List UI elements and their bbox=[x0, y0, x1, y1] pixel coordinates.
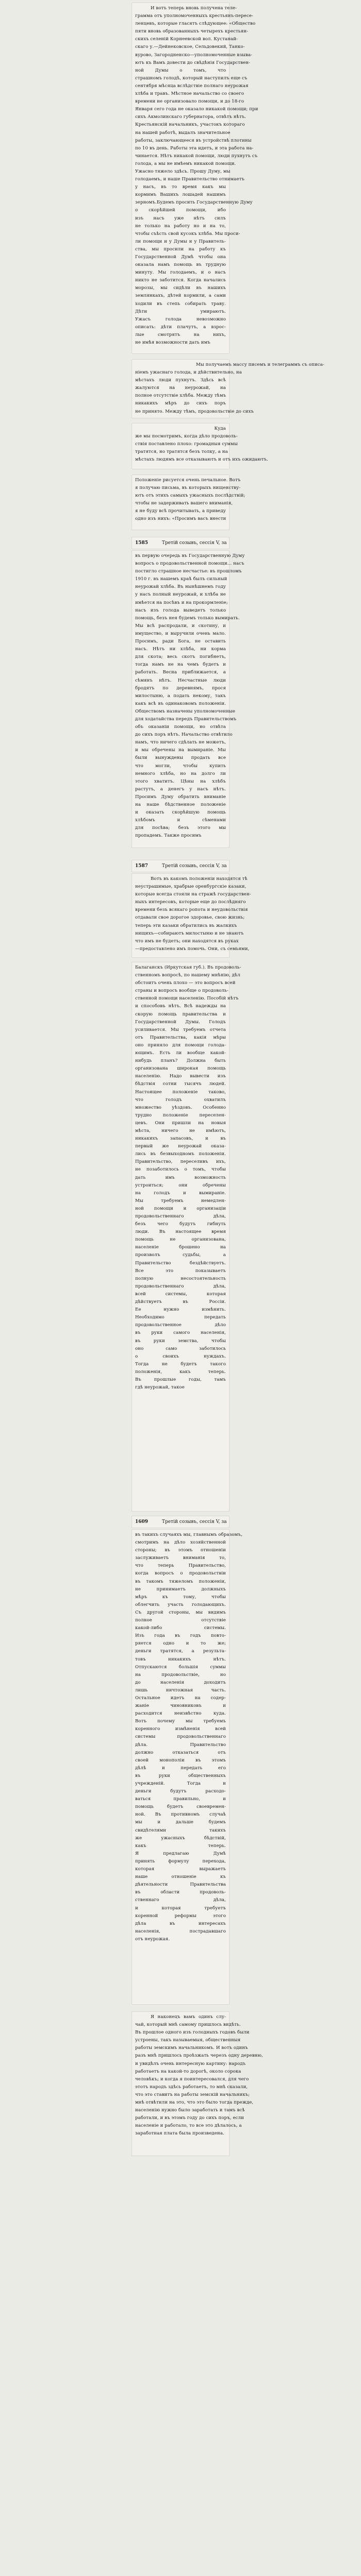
text-line: никакихъ мѣръ до сихъ поръ bbox=[135, 401, 226, 406]
text-line: своей монополіи въ этомъ bbox=[135, 1757, 226, 1763]
text-line: лишь ничтожная часть. bbox=[135, 1687, 226, 1693]
text-line: въ руки общественныхъ bbox=[135, 1773, 226, 1778]
text-line: ной помощи и организаціи bbox=[135, 1206, 226, 1211]
text-line: о своихъ нуждахъ. bbox=[135, 1353, 226, 1359]
text-line: положенія, какъ теперь. bbox=[135, 1369, 226, 1375]
text-line: должно отказаться отъ bbox=[135, 1750, 226, 1755]
text-line: отъ неурожая. bbox=[135, 1936, 170, 1942]
page-number: 1587 bbox=[135, 863, 149, 869]
text-line: Балаганскъ (Иркутская губ.). Въ продоволь- bbox=[135, 965, 241, 970]
text-line: растутъ, а денегъ у насъ нѣтъ. bbox=[135, 786, 226, 792]
text-line: дѣла въ интересахъ bbox=[135, 1921, 226, 1926]
text-line: которая выражаетъ bbox=[135, 1867, 226, 1872]
text-line: ли помощи и у Думы и у Правитель- bbox=[135, 239, 226, 244]
running-title: Третій созывъ, сессія V, за bbox=[162, 1519, 227, 1524]
text-line: ной. Въ противномъ случаѣ bbox=[135, 1812, 226, 1818]
text-line: наше отношеніе къ bbox=[135, 1874, 226, 1880]
text-line: деньги будутъ расходо- bbox=[135, 1789, 226, 1794]
text-line: —предоставлено имъ помочь. Они, съ семьями, bbox=[135, 946, 250, 952]
text-line: помощь не организована, bbox=[135, 1237, 226, 1243]
page-number: 1585 bbox=[135, 540, 149, 546]
text-line: нищихъ—собираютъ милостыню и не знаютъ bbox=[135, 930, 244, 936]
text-line: которые всегда стояли на стражѣ государствен- bbox=[135, 892, 251, 897]
text-line: Государственной Думы. Голодъ bbox=[135, 1019, 226, 1025]
text-line: и мы обречены на вымираніе. Мы bbox=[135, 748, 226, 753]
text-line: Мы получаемъ массу писемъ и телеграммъ съ описа- bbox=[196, 362, 324, 367]
text-line: что имъ не будетъ; они находятся въ руках bbox=[135, 938, 239, 944]
text-line: Съ другой стороны, мы видимъ bbox=[135, 1609, 226, 1615]
text-line: страшномъ голодѣ, который наступилъ еще съ bbox=[135, 75, 248, 81]
text-line: чай, который мнѣ самому пришлось видѣть. bbox=[135, 2022, 241, 2028]
text-line: ственномъ вопросѣ, по нашему мнѣнію, дѣл bbox=[135, 973, 240, 978]
text-line: Въ прошлое одного изъ голодныхъ годовъ были bbox=[135, 2030, 250, 2036]
text-line: мнѣ отвѣтили на это, что это было тогда прежде, bbox=[135, 2100, 254, 2106]
text-line: ходили въ степь собирать траву. bbox=[135, 301, 226, 307]
text-line: Вотъ почему мы требуемъ bbox=[135, 1719, 226, 1724]
text-line: у насъ полный неурожай, и хлѣба не bbox=[135, 592, 226, 598]
text-line: Правительство бездѣйствуетъ. bbox=[135, 1260, 226, 1266]
text-line: ніемъ ужаснаго голода, и дѣйствительно, на bbox=[135, 370, 242, 376]
text-line: Мы требуемъ немедлен- bbox=[135, 1198, 226, 1204]
text-line: пяти вновь образованныхъ четырехъ крестьян- bbox=[135, 29, 249, 35]
text-line: Просимъ Думу обратить вниманіе bbox=[135, 794, 226, 800]
page-number: 1609 bbox=[135, 1519, 149, 1524]
text-line: вопросъ о продовольственной помощи... насъ bbox=[135, 561, 244, 567]
text-line: насъ изъ голода выведетъ только bbox=[135, 607, 226, 613]
text-line: скорую помощь правительства и bbox=[135, 1011, 226, 1017]
text-line: работаетъ на какой-то дорогѣ, около сорока bbox=[135, 2069, 241, 2074]
text-line: жалуются на неурожай, на bbox=[135, 385, 226, 391]
text-line: Просимъ, ради Бога, не оставить bbox=[135, 639, 226, 645]
text-line: я не буду всѣ прочитывать, а приведу bbox=[135, 509, 226, 514]
text-line: же ужасныхъ бѣдствій, bbox=[135, 1835, 226, 1841]
text-line: полное отсутствіе bbox=[135, 1618, 226, 1623]
text-line: продовольственное дѣло bbox=[135, 1323, 226, 1328]
text-line: Въ прошлые годы, тамъ bbox=[135, 1377, 226, 1382]
text-line: работы, заключающееся въ устройствѣ плотины bbox=[135, 138, 252, 143]
text-line: системы продовольственнаго bbox=[135, 1734, 226, 1740]
text-line: изъ насъ уже нѣтъ силъ bbox=[135, 215, 226, 221]
text-line: на голодъ и вымираніе. bbox=[135, 1190, 226, 1196]
text-line: учрежденій. Тогда и bbox=[135, 1781, 226, 1786]
text-line: времени не организовало помощи, и до 18-го bbox=[135, 99, 244, 105]
text-clipping bbox=[132, 551, 245, 848]
text-line: грамма отъ уполномоченныхъ крестьянъ-пересе- bbox=[135, 13, 254, 19]
text-line: товъ никакихъ нѣтъ. bbox=[135, 1656, 226, 1662]
text-line: лые смотрятъ на нихъ, bbox=[135, 332, 226, 337]
text-line: дѣйствуетъ въ Россіи. bbox=[135, 1299, 226, 1305]
text-line: тогда намъ не на чемъ будетъ и bbox=[135, 662, 226, 668]
text-line: скихъ селеній Корнеевской вол. Кустанай- bbox=[135, 37, 238, 42]
text-line: принять формулу перехода, bbox=[135, 1858, 226, 1864]
text-line: ственной помощи населенію. Пособій нѣтъ bbox=[135, 996, 239, 1002]
text-line: когда вопросъ о продовольствіи bbox=[135, 1571, 226, 1577]
text-line: устроены, такъ называемыя, общественныя bbox=[135, 2038, 241, 2043]
text-line: множество уѣздовъ. Особенно bbox=[135, 1105, 226, 1110]
text-line: и увидѣлъ очень интересную картину: народъ bbox=[135, 2061, 246, 2066]
text-line: мы и дальше будемъ bbox=[135, 1820, 226, 1825]
text-line: ваться правильно, и bbox=[135, 1797, 226, 1802]
text-line: и способовъ нѣтъ. Всѣ надежды на bbox=[135, 1004, 226, 1009]
text-line: въ первую очередь въ Государственную Думу bbox=[135, 553, 245, 558]
text-line: Настоящее положеніе таково, bbox=[135, 1089, 226, 1095]
text-line: организована широкая помощь bbox=[135, 1066, 226, 1072]
text-line: о скорѣйшей помощи, ибо bbox=[135, 208, 226, 213]
text-line: до населенія доходитъ bbox=[135, 1680, 226, 1685]
text-line: Отпускаются большія суммы bbox=[135, 1664, 226, 1670]
text-line: ютъ къ Вамъ довести до свѣдѣнія Государствен- bbox=[135, 60, 251, 65]
text-clipping bbox=[132, 2012, 263, 2156]
text-line: Вотъ въ какомъ положеніи находятся тѣ bbox=[151, 876, 248, 882]
text-line: мѣста, ничего не имѣютъ, bbox=[135, 1128, 226, 1133]
text-line: Все это показываетъ bbox=[135, 1268, 226, 1274]
text-line: никакихъ запасовъ, и въ bbox=[135, 1136, 226, 1142]
text-line: первый же неурожай оказа- bbox=[135, 1144, 226, 1149]
text-line: мѣръ къ тому, чтобы bbox=[135, 1594, 226, 1600]
text-line: что могли, чтобы купить bbox=[135, 763, 226, 769]
text-line: на нашей работѣ, выдалъ значительное bbox=[135, 130, 231, 135]
text-line: Я предлагаю Думѣ bbox=[135, 1851, 226, 1856]
text-line: продовольственнаго дѣла, bbox=[135, 1283, 226, 1289]
text-line: населенію нужно было заработать и тамъ всѣ bbox=[135, 2108, 245, 2113]
text-line: въ руки земства, чтобы bbox=[135, 1338, 226, 1344]
text-line: деньги тратятся, а результа- bbox=[135, 1649, 226, 1654]
text-line: одно изъ нихъ: «Просимъ васъ внести bbox=[135, 516, 226, 522]
text-line: въ такихъ случаяхъ мы, главнымъ образомъ, bbox=[135, 1532, 242, 1537]
text-line: какой-либо системы. bbox=[135, 1625, 226, 1631]
text-line: не принято. Между тѣмъ, продовольствіе до сихъ bbox=[135, 409, 254, 414]
text-line: что теперь Правительство, bbox=[135, 1563, 226, 1569]
text-line: оказала намъ помощь въ трудную bbox=[135, 262, 226, 268]
text-line: человѣкъ; и когда я поинтересовался, для чего bbox=[135, 2076, 249, 2082]
text-line: какъ всѣ въ одинаковомъ положеніи. bbox=[135, 701, 226, 706]
text-line: на продовольствіе, но bbox=[135, 1672, 226, 1677]
text-line: въ такомъ тяжеломъ положеніи, bbox=[135, 1579, 226, 1584]
running-title: Третій созывъ, сессія V, за bbox=[162, 863, 227, 869]
text-line: сѣмянъ нѣтъ. Несчастные люди bbox=[135, 677, 226, 683]
text-line: заслуживаетъ вниманія то, bbox=[135, 1555, 226, 1561]
text-line: хлѣбомъ и сѣменами bbox=[135, 818, 226, 823]
text-line: этого хватитъ. Цѣны на хлѣбъ bbox=[135, 778, 226, 784]
text-line: чинается. Нѣтъ никакой помощи, люди пухнутъ съ bbox=[135, 153, 258, 159]
text-line: произволъ судьбы, а bbox=[135, 1252, 226, 1258]
text-line: милостыню, а подать некому, такъ bbox=[135, 693, 226, 699]
text-line: сихъ Акмолинскаго губернатора, отвѣтъ нѣтъ. bbox=[135, 114, 247, 120]
running-header bbox=[132, 537, 229, 549]
text-line: ственнаго дѣла, bbox=[135, 1897, 226, 1903]
text-line: Необходимо передать bbox=[135, 1315, 226, 1320]
text-line: полную несостоятельность bbox=[135, 1276, 226, 1281]
text-line: этотъ народъ здѣсь работаетъ, то мнѣ сказали, bbox=[135, 2084, 248, 2090]
text-line: ствія поставлено плохо: громадныя суммы bbox=[135, 442, 238, 447]
text-line: насъ. Нѣтъ ни хлѣба, ни корма bbox=[135, 647, 226, 652]
text-line: оно приняло для помощи голода- bbox=[135, 1042, 226, 1048]
text-line: Положеніе рисуется очень печальное. Вотъ bbox=[135, 478, 241, 483]
text-line: Мы всѣ распродали, и скотину, и bbox=[135, 623, 226, 629]
text-line: кормимъ Вашихъ лошадей нашимъ bbox=[135, 192, 226, 198]
text-line: пропадемъ. Также просимъ bbox=[135, 833, 202, 839]
text-clipping bbox=[132, 423, 268, 469]
text-line: для ходатайства передъ Правительствомъ bbox=[135, 716, 237, 722]
text-line: теперь эти казаки обратились въ жалкихъ bbox=[135, 923, 237, 928]
text-line: Ужасно тяжело здѣсь. Прошу Думу, мы bbox=[135, 168, 231, 174]
text-line: Ужасъ голода невозможно bbox=[135, 316, 226, 322]
text-line: дѣлѣ и передать его bbox=[135, 1765, 226, 1771]
text-line: дѣятельности Правительства bbox=[135, 1882, 226, 1888]
text-line: для скота; весь скотъ погибнетъ, bbox=[135, 654, 226, 660]
text-line: по 10 въ день. Работы эта идетъ, и эта работа на- bbox=[135, 145, 254, 151]
text-line: мѣстахъ люди пухнутъ. Здѣсь всѣ bbox=[135, 378, 226, 383]
text-line: для посѣва; безъ этого мы bbox=[135, 825, 226, 831]
running-header bbox=[132, 860, 229, 872]
text-line: ства, мы просили на работу къ bbox=[135, 246, 226, 252]
text-line: отдавали свое дорогое здоровье, свою жизнь; bbox=[135, 915, 245, 921]
text-line: Государственной Думѣ чтобы она bbox=[135, 255, 226, 260]
text-line: Обществомъ назначены уполномоченные bbox=[135, 708, 236, 714]
text-line: мѣстахъ людямъ все отказываютъ и отъ ихъ ожидаютъ. bbox=[135, 457, 268, 463]
text-line: нибудь планъ? Должна быть bbox=[135, 1058, 226, 1064]
text-line: морозы, мы сидѣли въ нашихъ bbox=[135, 285, 226, 291]
text-line: не только на работу но и на то, bbox=[135, 223, 226, 229]
text-line: сентября мѣсяца вслѣдствіе полнаго неурожая bbox=[135, 83, 249, 89]
text-line: неустрашимые, храбрые оренбургскіе казаки, bbox=[135, 884, 247, 890]
text-line: намъ, что ничего сдѣлать не можетъ, bbox=[135, 740, 226, 745]
text-line: И вотъ теперь вновь получена теле- bbox=[151, 6, 237, 11]
text-line: Изъ года въ годъ повто- bbox=[135, 1633, 226, 1639]
text-line: были вынуждены продать все bbox=[135, 755, 226, 761]
text-line: Ее нужно измѣнить. bbox=[135, 1307, 226, 1313]
text-line: безъ чего будутъ гибнуть bbox=[135, 1222, 226, 1227]
text-line: работы земскимъ начальникомъ. И вотъ одинъ bbox=[135, 2045, 248, 2051]
text-clipping bbox=[132, 1530, 242, 2004]
text-line: въ руки самого населенія, bbox=[135, 1330, 226, 1336]
text-line: чтобы съѣсть свой кусокъ хлѣба. Мы проси- bbox=[135, 231, 240, 236]
running-header bbox=[132, 1516, 229, 1528]
text-clipping bbox=[132, 874, 251, 957]
text-line: немного хлѣба, но на долго ли bbox=[135, 771, 226, 776]
text-line: не позаботилось о томъ, чтобы bbox=[135, 1167, 226, 1173]
text-clipping bbox=[132, 360, 324, 418]
text-line: работать. Весна приближается, а bbox=[135, 670, 226, 675]
text-line: въ области продоволь- bbox=[135, 1890, 226, 1895]
text-line: описать: дѣти плачутъ, а взрос- bbox=[135, 324, 226, 330]
text-line: помощь будетъ своевремен- bbox=[135, 1804, 226, 1810]
text-line: населеніе и работало, то все это дѣлалось, а bbox=[135, 2123, 242, 2129]
text-line: что это ставитъ на работы земскій начальникъ; bbox=[135, 2092, 250, 2097]
text-line: устроиться; они обречены bbox=[135, 1182, 226, 1188]
text-line: населенію. Надо вывести изъ bbox=[135, 1074, 226, 1079]
text-line: до сихъ поръ нѣтъ. Начальство отвѣтило bbox=[135, 732, 233, 738]
text-line: имущество, и выручили очень мало. bbox=[135, 631, 226, 636]
text-line: Правительство, переселивъ ихъ, bbox=[135, 1159, 226, 1165]
text-line: разъ мнѣ пришлось проѣзжать черезъ одну деревню, bbox=[135, 2053, 263, 2059]
text-line: работали, и въ этомъ году до сихъ поръ, если bbox=[135, 2115, 244, 2121]
text-line: чтобы не задерживать вашего вниманія, bbox=[135, 501, 233, 506]
text-line: у насъ, въ то время какъ мы bbox=[135, 184, 226, 190]
text-line: ной Думы о томъ, что bbox=[135, 67, 226, 73]
text-line: никто не заботится. Когда начались bbox=[135, 278, 226, 283]
text-line: и которая требуетъ bbox=[135, 1905, 226, 1911]
text-clipping bbox=[132, 962, 241, 1511]
text-line: Я наконецъ вамъ одинъ слу- bbox=[151, 2014, 226, 2020]
text-line: обстоитъ очень плохо — это вопросъ всей bbox=[135, 980, 236, 986]
text-line: Куда bbox=[214, 426, 226, 431]
text-line: Крестьянскій начальникъ, участокъ котораго bbox=[135, 122, 245, 128]
text-line: страны и вопросъ вообще о продоволь- bbox=[135, 988, 228, 994]
text-line: люди. Въ настоящее время bbox=[135, 1229, 226, 1235]
running-title: Третій созывъ, сессія V, за bbox=[162, 540, 227, 546]
text-line: Остальное идетъ на содер- bbox=[135, 1695, 226, 1701]
text-line: и оказать скорѣйшую помощь bbox=[135, 810, 226, 816]
text-line: продовольственнаго дѣла, bbox=[135, 1214, 226, 1219]
text-line: минуту. Мы голодаемъ, и о насъ bbox=[135, 270, 226, 276]
text-line: ющимъ. Есть ли вообще какой- bbox=[135, 1050, 226, 1056]
text-line: коренного измѣненія всей bbox=[135, 1726, 226, 1732]
text-line: зерномъ.Будемъ просить Государственную Думу bbox=[135, 200, 253, 206]
text-line: Января сего года не оказало никакой помощи; при bbox=[135, 107, 258, 112]
text-line: объ оказаніи помощи, но отвѣта bbox=[135, 724, 226, 730]
text-line: Тогда не будетъ такого bbox=[135, 1361, 226, 1367]
text-line: бѣдствія сотни тысячъ людей. bbox=[135, 1081, 226, 1087]
text-line: не принимаетъ должныхъ bbox=[135, 1586, 226, 1592]
text-line: Дѣти умираютъ. bbox=[135, 309, 226, 314]
text-line: полное отсутствіе хлѣба. Между тѣмъ bbox=[135, 393, 226, 399]
text-line: что голодъ охватилъ bbox=[135, 1097, 226, 1103]
text-line: жаніе чиновниковъ и bbox=[135, 1703, 226, 1709]
text-line: гдѣ неурожай, такое bbox=[135, 1385, 185, 1391]
text-line: облегчить участь голодающихъ. bbox=[135, 1602, 226, 1607]
text-line: цевъ. Они пришли на новыя bbox=[135, 1120, 226, 1126]
text-line: смотримъ на дѣло хозяйственной bbox=[135, 1540, 226, 1546]
text-line: скаго у.—Дейнековское, Сельдовекий, Танко- bbox=[135, 44, 245, 50]
text-line: всей системы, которая bbox=[135, 1291, 226, 1297]
text-line: неурожай хлѣба. Въ нынѣшнемъ году bbox=[135, 584, 226, 590]
text-line: 1910 г. въ нашемъ краѣ былъ сильный bbox=[135, 577, 227, 582]
text-line: землянкахъ, дѣтей кормили, а сами bbox=[135, 293, 226, 299]
text-line: на наше бѣдственное положеніе bbox=[135, 802, 226, 807]
text-line: оно само заботилось bbox=[135, 1346, 226, 1351]
text-line: какъ теперь. bbox=[135, 1843, 226, 1849]
text-line: помощь, безъ нея будемъ только вымирать. bbox=[135, 615, 240, 621]
text-line: же мы посмотримъ, когда дѣло продоволь- bbox=[135, 434, 238, 439]
text-line: ленцевъ, которые гласятъ слѣдующее: «Общество bbox=[135, 21, 256, 27]
text-line: постигло страшное несчастье: въ прошломъ bbox=[135, 569, 242, 574]
text-line: лись въ безвыходномъ положеніи. bbox=[135, 1151, 226, 1157]
text-line: голода, а мы не имѣемъ никакой помощи. bbox=[135, 161, 236, 166]
text-line: дать имъ возможность bbox=[135, 1175, 226, 1180]
text-line: трудно положеніе переселен- bbox=[135, 1112, 226, 1118]
text-line: ряется одно и то же; bbox=[135, 1641, 226, 1647]
text-line: населеніе брошено на bbox=[135, 1245, 226, 1250]
text-line: бродятъ по деревнямъ, прося bbox=[135, 685, 226, 691]
text-line: усиливается. Мы требуемъ отчета bbox=[135, 1027, 226, 1032]
text-clipping bbox=[132, 475, 245, 530]
text-line: не имѣя возможности дать имъ bbox=[135, 340, 210, 346]
text-line: отъ Правительства, какія мѣры bbox=[135, 1035, 226, 1040]
text-line: ныхъ интересовъ, которые еще до послѣдняго bbox=[135, 900, 246, 905]
text-line: я получаю письма, въ которыхъ нищенству- bbox=[135, 485, 241, 491]
text-line: имѣется на посѣвъ и на прокормленіе; bbox=[135, 600, 228, 605]
text-line: расходится неизвѣстно куда. bbox=[135, 1711, 226, 1717]
text-line: тратятся, но тратятся безъ толку, а на bbox=[135, 449, 228, 455]
text-line: вурово, Загородненско—уполномоченные взыва- bbox=[135, 52, 253, 58]
text-line: ютъ отъ этихъ самыхъ ужасныхъ послѣдствій; bbox=[135, 493, 245, 499]
text-line: времени безъ всякаго ропота и неудовольствія bbox=[135, 907, 248, 913]
text-line: хлѣба и травъ. Мѣстное начальство со своего bbox=[135, 91, 244, 97]
text-line: населенія, пострадавшаго bbox=[135, 1928, 226, 1934]
text-line: стороны; въ этомъ отношеніи bbox=[135, 1548, 226, 1553]
text-clipping bbox=[132, 3, 258, 353]
text-line: дѣла. Правительство bbox=[135, 1742, 226, 1748]
text-line: заработная плата была произведена. bbox=[135, 2131, 224, 2137]
text-line: голодаемъ, и наше Правительство отнимаетъ bbox=[135, 177, 245, 182]
text-line: коренной реформы этого bbox=[135, 1913, 226, 1919]
text-line: свидѣтелями такихъ bbox=[135, 1827, 226, 1833]
